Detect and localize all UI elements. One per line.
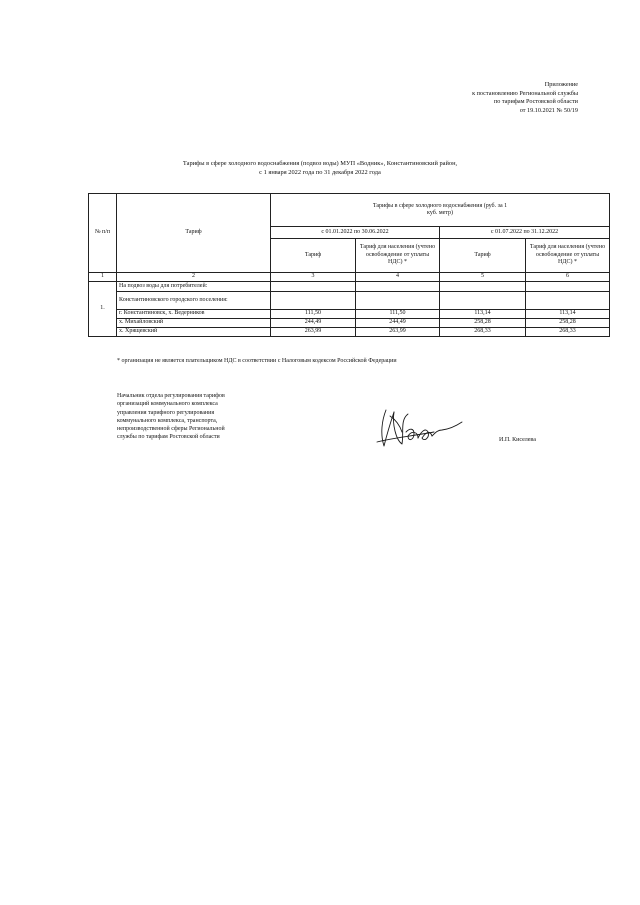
population-tariff-value: 263,99 [356, 328, 440, 337]
population-tariff-value: 244,49 [356, 319, 440, 328]
signer-position-line: управления тарифного регулирования [117, 409, 215, 416]
header-col-population: Тариф для населения (учтено освобождение от уплаты НДС) * [356, 239, 440, 273]
empty-cell [271, 292, 356, 310]
signer-name: И.П. Киселева [499, 437, 536, 443]
table-row [89, 310, 610, 319]
subsection-label: Константиновского городского поселения: [117, 292, 271, 310]
index-cell: 6 [526, 273, 610, 282]
table-row [89, 328, 610, 337]
appendix-line: к постановлению Региональной службы [472, 89, 578, 97]
group-number: 1. [89, 282, 117, 337]
empty-cell [440, 282, 526, 292]
tariff-value: 244,49 [271, 319, 356, 328]
signer-position-line: организаций коммунального комплекса [117, 401, 218, 408]
tariff-table [88, 193, 610, 337]
header-period-2: с 01.07.2022 по 31.12.2022 [440, 227, 610, 239]
signer-position-line: непроизводственной сферы Региональной [117, 426, 225, 433]
signer-position [117, 392, 225, 442]
index-cell: 2 [117, 273, 271, 282]
empty-cell [440, 292, 526, 310]
title-line-1: Тарифы в сфере холодного водоснабжения (подвоз воды) МУП «Водник», Константиновский район, [182, 160, 458, 167]
index-cell: 3 [271, 273, 356, 282]
population-tariff-value: 111,50 [356, 310, 440, 319]
tariff-value: 263,99 [271, 328, 356, 337]
empty-cell [526, 282, 610, 292]
vat-footnote: * организация не является плательщиком НДС в соответствии с Налоговым кодексом Российской Федерации [117, 358, 397, 364]
population-tariff-value: 258,28 [526, 319, 610, 328]
tariff-value: 111,50 [271, 310, 356, 319]
handwritten-signature [372, 402, 464, 454]
index-cell: 4 [356, 273, 440, 282]
appendix-line: по тарифам Ростовской области [493, 98, 578, 106]
header-num: № п/п [89, 194, 117, 273]
population-tariff-value: 268,33 [526, 328, 610, 337]
header-tariff: Тариф [117, 194, 271, 273]
header-group: Тарифы в сфере холодного водоснабжения (руб. за 1 куб. метр) [271, 194, 610, 227]
index-cell: 1 [89, 273, 117, 282]
header-period-1: с 01.01.2022 по 30.06.2022 [271, 227, 440, 239]
appendix-header [472, 81, 578, 115]
document-title [0, 160, 640, 178]
table-row [89, 319, 610, 328]
index-cell: 5 [440, 273, 526, 282]
appendix-line: от 19.10.2021 № 50/19 [519, 106, 578, 114]
tariff-value: 258,28 [440, 319, 526, 328]
empty-cell [526, 292, 610, 310]
signer-position-line: Начальник отдела регулирования тарифов [117, 393, 225, 399]
signer-position-line: службы по тарифам Ростовской области [117, 434, 220, 441]
settlement-name: х. Михайловский [117, 319, 271, 328]
appendix-line: Приложение [544, 81, 578, 88]
empty-cell [271, 282, 356, 292]
empty-cell [356, 282, 440, 292]
population-tariff-value: 113,14 [526, 310, 610, 319]
header-col-tariff: Тариф [440, 239, 526, 273]
tariff-value: 268,33 [440, 328, 526, 337]
header-col-tariff: Тариф [271, 239, 356, 273]
section-label: На подвоз воды для потребителей: [117, 282, 271, 292]
signer-position-line: коммунального комплекса, транспорта, [117, 417, 218, 424]
settlement-name: г. Константиновск, х. Ведерников [117, 310, 271, 319]
title-line-2: с 1 января 2022 года по 31 декабря 2022 года [259, 168, 381, 176]
header-col-population: Тариф для населения (учтено освобождение от уплаты НДС) * [526, 239, 610, 273]
tariff-value: 113,14 [440, 310, 526, 319]
settlement-name: х. Хрящевский [117, 328, 271, 337]
empty-cell [356, 292, 440, 310]
